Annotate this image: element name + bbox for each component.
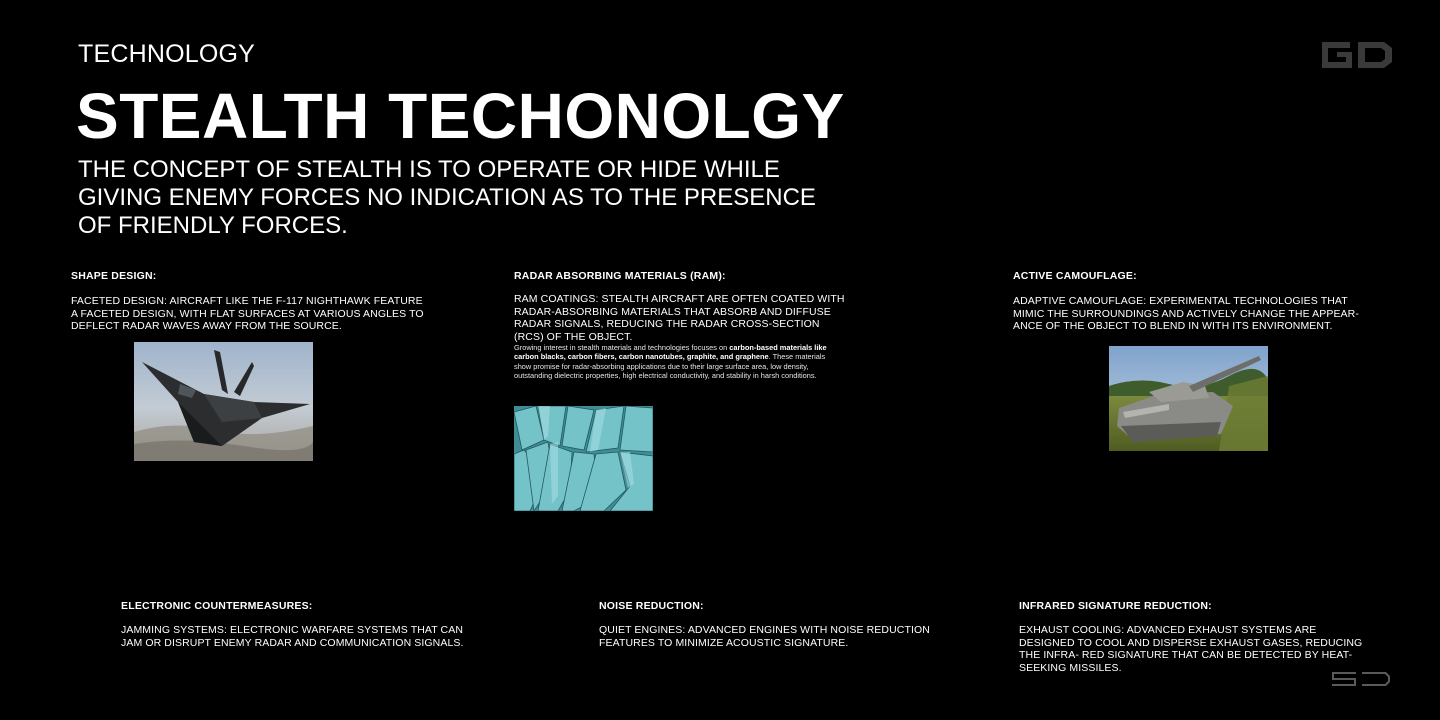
- section-heading-ecm: ELECTRONIC COUNTERMEASURES:: [121, 600, 313, 612]
- radar-absorber-image: [514, 406, 653, 511]
- section-heading-shape: SHAPE DESIGN:: [71, 270, 157, 282]
- section-body-camo: ADAPTIVE CAMOUFLAGE: EXPERIMENTAL TECHNOLOGIES THAT MIMIC THE SURROUNDINGS AND ACTIVELY CHANGE THE APPEAR- ANCE OF THE OBJECT TO BLEND IN WITH ITS ENVIRONMENT.: [1013, 295, 1359, 332]
- ram-detail-bold: carbon-based materials like carbon blacks, carbon fibers, carbon nanotubes, graphite, and graphene: [514, 343, 827, 362]
- section-heading-noise: NOISE REDUCTION:: [599, 600, 704, 612]
- section-heading-ir: INFRARED SIGNATURE REDUCTION:: [1019, 600, 1212, 612]
- section-heading-camo: ACTIVE CAMOUFLAGE:: [1013, 270, 1137, 282]
- section-body-ram: RAM COATINGS: STEALTH AIRCRAFT ARE OFTEN COATED WITH RADAR-ABSORBING MATERIALS THAT ABSORB AND DIFFUSE RADAR SIGNALS, REDUCING THE RADAR CROSS-SECTION (RCS) OF THE OBJECT.: [514, 293, 845, 343]
- page-title: STEALTH TECHONOLGY: [76, 80, 845, 152]
- section-body-ecm: JAMMING SYSTEMS: ELECTRONIC WARFARE SYSTEMS THAT CAN JAM OR DISRUPT ENEMY RADAR AND COMMUNICATION SIGNALS.: [121, 624, 464, 649]
- ram-detail-pre: Growing interest in stealth materials and technologies focuses on: [514, 343, 730, 352]
- eyebrow-label: TECHNOLOGY: [78, 40, 256, 68]
- section-body-ir: EXHAUST COOLING: ADVANCED EXHAUST SYSTEMS ARE DESIGNED TO COOL AND DISPERSE EXHAUST GASES, REDUCING THE INFRA- RED SIGNATURE THAT CAN BE DETECTED BY HEAT-SEEKING MISSILES.: [1019, 624, 1363, 674]
- ram-detail-post: . These materials show promise for radar-absorbing applications due to their large surface area, low density, outstanding dielectric properties, high electrical conductivity, and stability in harsh conditions.: [514, 352, 826, 381]
- tank-image: [1109, 346, 1268, 451]
- section-body-noise: QUIET ENGINES: ADVANCED ENGINES WITH NOISE REDUCTION FEATURES TO MINIMIZE ACOUSTIC SIGNATURE.: [599, 624, 930, 649]
- section-body-shape: FACETED DESIGN: AIRCRAFT LIKE THE F-117 NIGHTHAWK FEATURE A FACETED DESIGN, WITH FLAT SURFACES AT VARIOUS ANGLES TO DEFLECT RADAR WAVES AWAY FROM THE SOURCE.: [71, 295, 424, 332]
- ram-detail-text: [514, 343, 844, 381]
- gd-logo: [1318, 40, 1396, 70]
- intro-text: THE CONCEPT OF STEALTH IS TO OPERATE OR HIDE WHILE GIVING ENEMY FORCES NO INDICATION AS TO THE PRESENCE OF FRIENDLY FORCES.: [78, 156, 816, 239]
- section-heading-ram: RADAR ABSORBING MATERIALS (RAM):: [514, 270, 726, 282]
- f117-aircraft-image: [134, 342, 313, 461]
